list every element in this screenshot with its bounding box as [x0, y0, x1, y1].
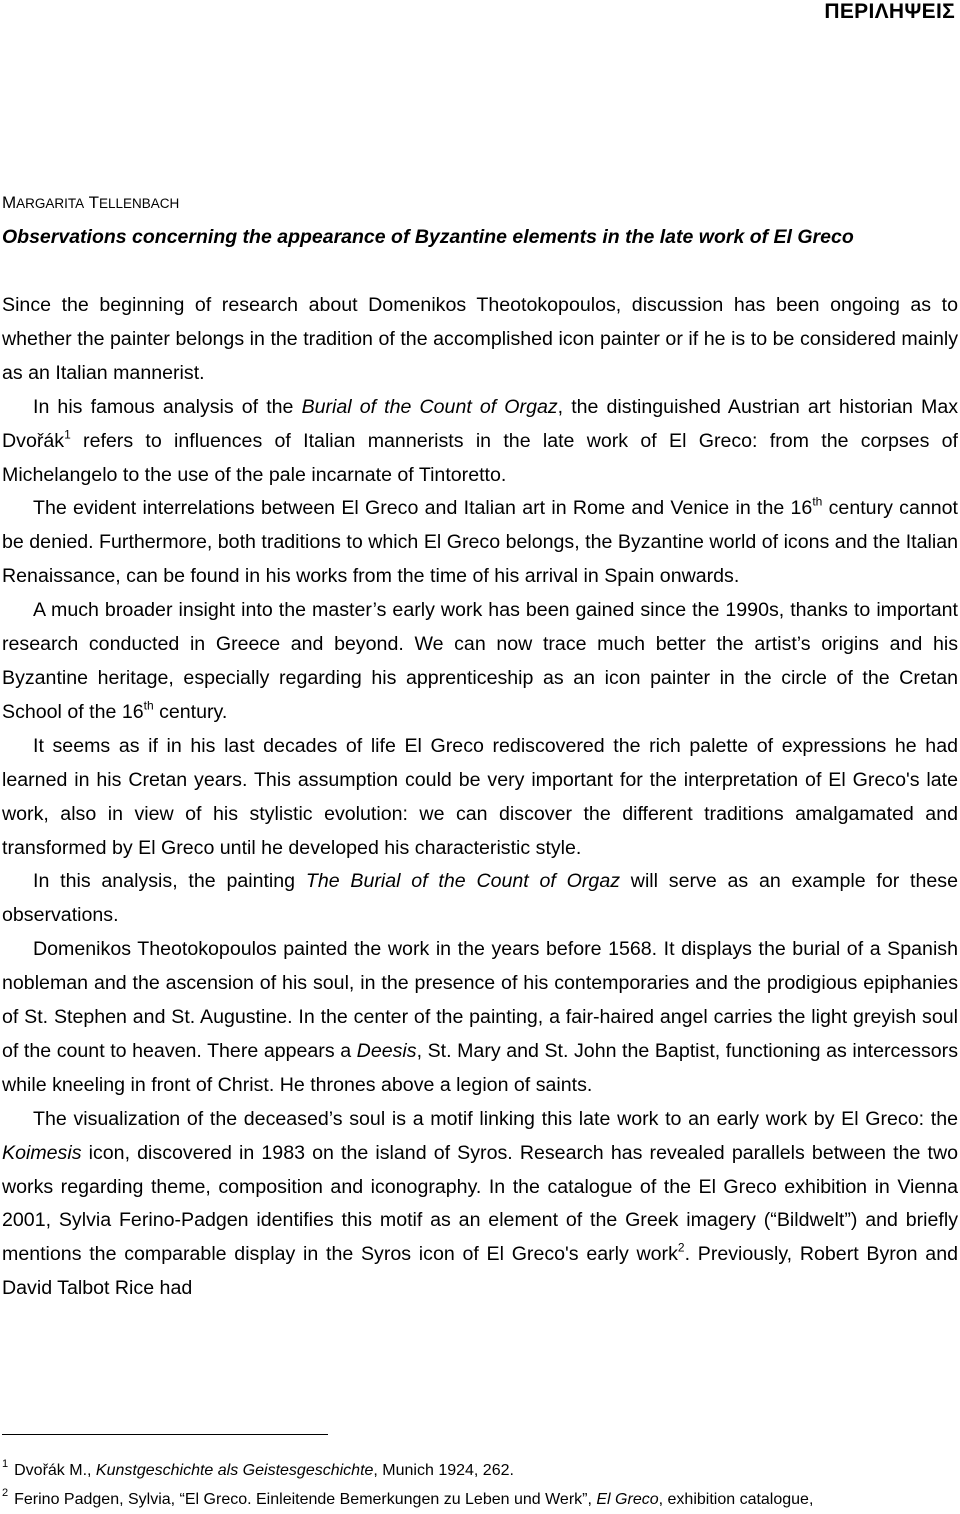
- paragraph-8-text: The visualization of the deceased’s soul is a motif linking this late work to an early work by El Greco: the: [33, 1107, 958, 1130]
- footnote-2: [2, 1485, 958, 1514]
- article-title: Observations concerning the appearance of Byzantine elements in the late work of El Greco: [2, 226, 854, 248]
- paragraph-7-text: Domenikos Theotokopoulos painted the work in the years before 1568. It displays the burial of a Spanish nobleman and the ascension of his soul, in the presence of his contemporaries and the prodigious epiphanies of St. Stephen and St. Augustine. In the center of the painting, a fair-haired angel carries the light greyish soul of the count to heaven. There appears a: [2, 938, 958, 1062]
- ordinal-suffix: th: [812, 495, 823, 510]
- paragraph-5: It seems as if in his last decades of life El Greco rediscovered the rich palette of expressions he had learned in his Cretan years. This assumption could be very important for the interpretation of El Greco's late work, also in view of his stylistic evolution: we can discover the different traditions amalgamated and transformed by El Greco until he developed his characteristic style.: [2, 734, 958, 859]
- term-deesis: Deesis: [356, 1039, 417, 1062]
- paragraph-2-text: , the distinguished Austrian art historian Max Dvořák: [2, 395, 959, 452]
- footnote-2-text: , exhibition catalogue,: [658, 1491, 814, 1508]
- paragraph-2-text: refers to influences of Italian mannerists in the late work of El Greco: from the corpses of Michelangelo to the use of the pale incarnate of Tintoretto.: [2, 429, 958, 486]
- footnote-1-book-title: Kunstgeschichte als Geistesgeschichte: [95, 1462, 374, 1479]
- footnote-ref-1: 1: [64, 427, 71, 442]
- author-first-rest: ARGARITA: [16, 196, 85, 211]
- footnote-ref-2: 2: [677, 1240, 685, 1255]
- artwork-title: The Burial of the Count of Orgaz: [305, 870, 621, 893]
- footnote-2-mark: 2: [2, 1487, 9, 1500]
- footnote-1-mark: 1: [2, 1458, 9, 1471]
- term-koimesis: Koimesis: [2, 1141, 82, 1164]
- paragraph-6: [2, 865, 958, 933]
- paragraph-1: Since the beginning of research about Domenikos Theotokopoulos, discussion has been ongoing as to whether the painter belongs in the tradition of the accomplished icon painter or if he is to be considered mainly as an Italian mannerist.: [2, 294, 958, 384]
- section-title: ΠΕΡΙΛΗΨΕΙΣ: [824, 0, 955, 23]
- footnote-1-text: Dvořák M.,: [14, 1462, 96, 1479]
- paragraph-3: [2, 492, 958, 594]
- paragraph-6-text: will serve as an example for these observations.: [2, 870, 958, 927]
- paragraph-4-text: century.: [153, 700, 228, 723]
- article-body: [2, 289, 958, 1306]
- author-name: [2, 193, 179, 213]
- paragraph-2-text: In his famous analysis of the: [33, 395, 302, 418]
- paragraph-3-text: The evident interrelations between El Greco and Italian art in Rome and Venice in the 16: [33, 497, 813, 520]
- footnote-2-book-title: El Greco: [596, 1491, 659, 1508]
- paragraph-6-text: In this analysis, the painting: [33, 870, 306, 893]
- footnote-2-text: Ferino Padgen, Sylvia, “El Greco. Einleitende Bemerkungen zu Leben und Werk”,: [14, 1491, 597, 1508]
- paragraph-4: [2, 594, 958, 730]
- paragraph-8-text: icon, discovered in 1983 on the island of Syros. Research has revealed parallels between the two works regarding theme, composition and iconography. In the catalogue of the El Greco exhibition in Vienna 2001, Sylvia Ferino-Padgen identifies this motif as an element of the Greek imagery (“Bildwelt”) and briefly mentions the comparable display in the Syros icon of El Greco's early work: [2, 1141, 958, 1266]
- author-first-initial: M: [2, 193, 17, 212]
- paragraph-7: [2, 933, 958, 1103]
- artwork-title: Burial of the Count of Orgaz: [301, 395, 558, 418]
- footnotes: [2, 1456, 958, 1514]
- footnote-divider: [2, 1434, 328, 1435]
- author-last-initial: T: [88, 193, 99, 212]
- paragraph-4-text: A much broader insight into the master’s early work has been gained since the 1990s, thanks to important research conducted in Greece and beyond. We can now trace much better the artist’s origins and his Byzantine heritage, especially regarding his apprenticeship as an icon painter in the circle of the Cretan School of the 16: [2, 599, 958, 723]
- ordinal-suffix: th: [143, 698, 154, 713]
- footnote-1: [2, 1456, 958, 1485]
- paragraph-3-text: century cannot be denied. Furthermore, both traditions to which El Greco belongs, the Byzantine world of icons and the Italian Renaissance, can be found in his works from the time of his arrival in Spain onwards.: [2, 497, 959, 588]
- footnote-1-text: , Munich 1924, 262.: [373, 1462, 514, 1479]
- author-last-rest: ELLENBACH: [99, 196, 180, 211]
- paragraph-8: [2, 1103, 958, 1306]
- paragraph-8-text: . Previously, Robert Byron and David Talbot Rice had: [2, 1243, 958, 1300]
- paragraph-2: [2, 391, 958, 493]
- paragraph-7-text: , St. Mary and St. John the Baptist, functioning as intercessors while kneeling in front of Christ. He thrones above a legion of saints.: [2, 1039, 959, 1096]
